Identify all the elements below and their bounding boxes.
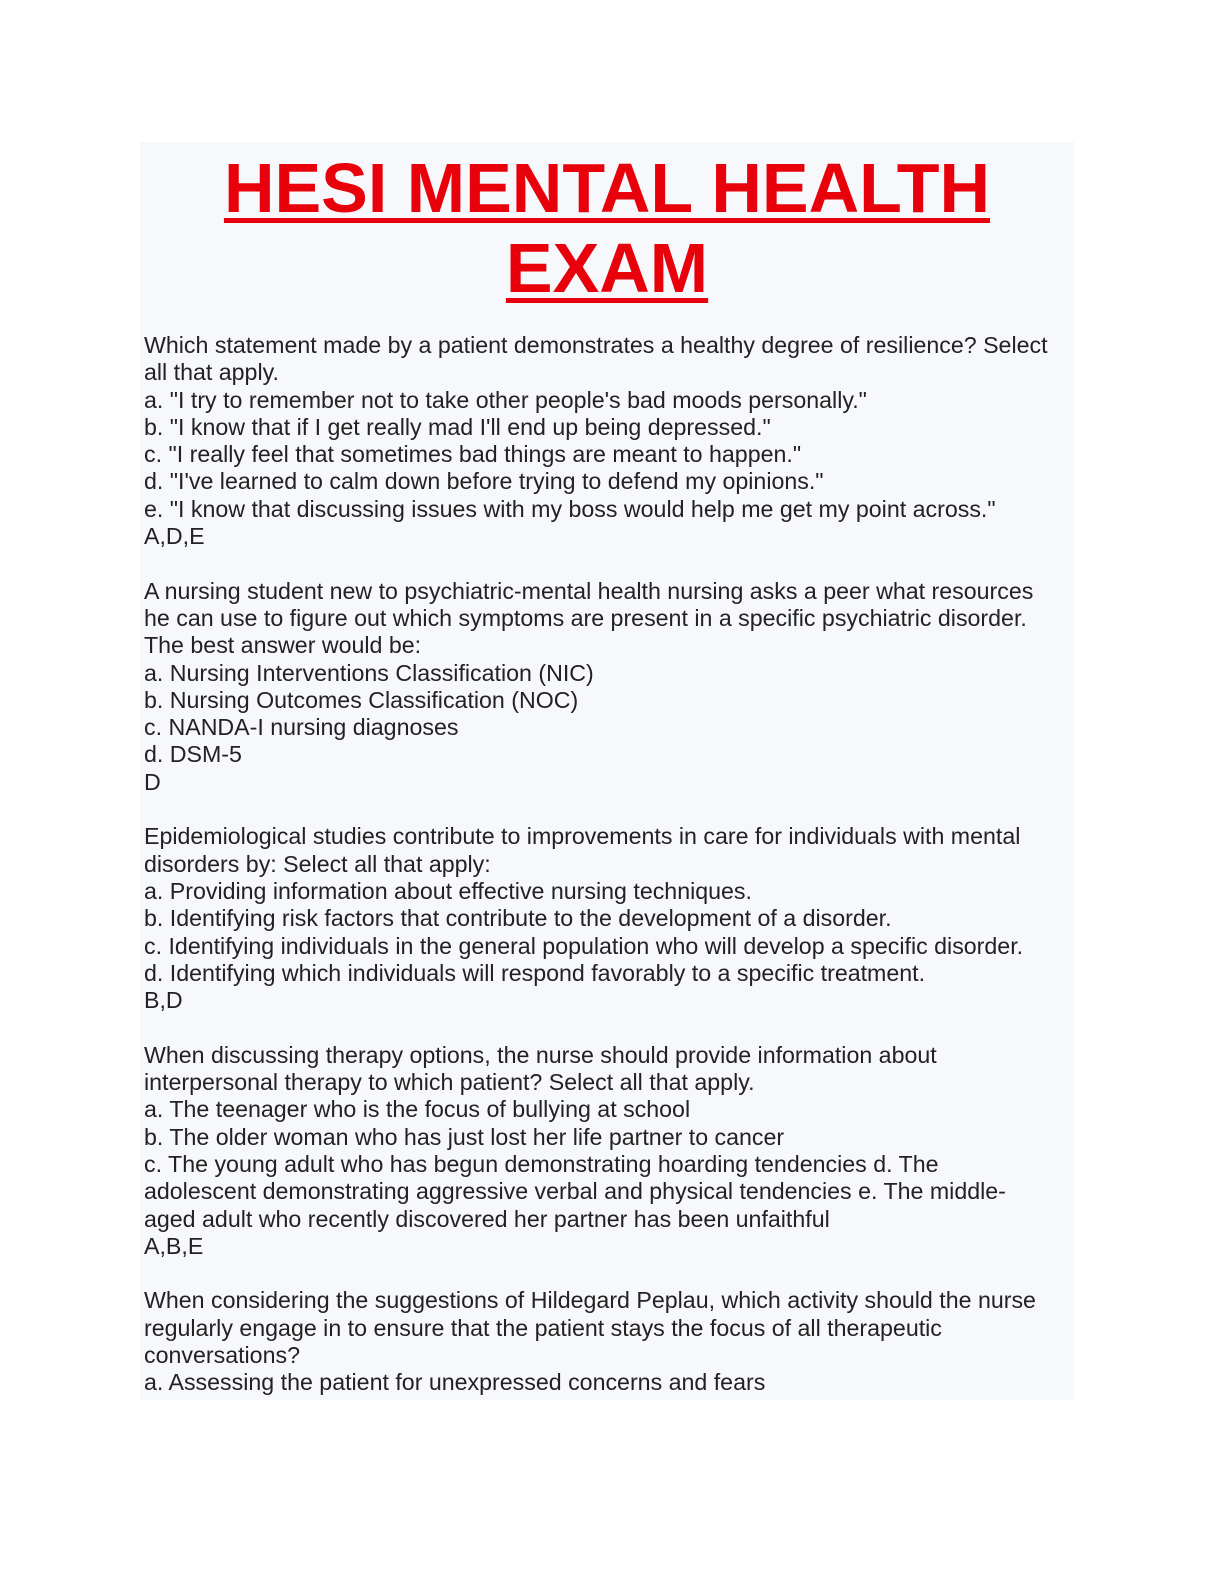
stem-line: regularly engage in to ensure that the patient stays the focus of all therapeutic <box>144 1314 942 1341</box>
answer-option: b. Nursing Outcomes Classification (NOC) <box>144 686 579 713</box>
question-list <box>144 332 1074 1424</box>
answer-option: e. "I know that discussing issues with my boss would help me get my point across." <box>144 495 996 522</box>
correct-answer: A,D,E <box>144 523 205 550</box>
stem-line: Epidemiological studies contribute to improvements in care for individuals with mental <box>144 823 1021 850</box>
answer-option: d. "I've learned to calm down before trying to defend my opinions." <box>144 468 824 495</box>
answer-option: b. Identifying risk factors that contribute to the development of a disorder. <box>144 905 892 932</box>
correct-answer: B,D <box>144 987 183 1014</box>
answer-option: c. NANDA-I nursing diagnoses <box>144 714 459 741</box>
answer-option: c. "I really feel that sometimes bad things are meant to happen." <box>144 441 802 468</box>
document-title <box>140 148 1074 308</box>
stem-line: When considering the suggestions of Hildegard Peplau, which activity should the nurse <box>144 1287 1036 1314</box>
answer-option: a. Assessing the patient for unexpressed concerns and fears <box>144 1369 766 1396</box>
answer-option: a. The teenager who is the focus of bullying at school <box>144 1096 691 1123</box>
answer-option: b. The older woman who has just lost her life partner to cancer <box>144 1123 785 1150</box>
answer-option: a. Nursing Interventions Classification (NIC) <box>144 659 594 686</box>
stem-line: When discussing therapy options, the nurse should provide information about <box>144 1041 937 1068</box>
question-stem <box>144 1042 1074 1097</box>
question-stem <box>144 332 1074 387</box>
answer-option: d. Identifying which individuals will respond favorably to a specific treatment. <box>144 959 926 986</box>
stem-line: disorders by: Select all that apply: <box>144 850 491 877</box>
title-line-2: EXAM <box>505 229 709 307</box>
stem-line: A nursing student new to psychiatric-mental health nursing asks a peer what resources <box>144 577 1034 604</box>
answer-option: adolescent demonstrating aggressive verbal and physical tendencies e. The middle- <box>144 1178 1006 1205</box>
answer-option: aged adult who recently discovered her partner has been unfaithful <box>144 1205 830 1232</box>
question-1 <box>144 332 1074 550</box>
document-panel <box>140 142 1074 1400</box>
correct-answer: A,B,E <box>144 1232 204 1259</box>
question-4 <box>144 1042 1074 1260</box>
question-stem <box>144 1287 1074 1369</box>
answer-option: c. The young adult who has begun demonstrating hoarding tendencies d. The <box>144 1150 939 1177</box>
answer-option: a. Providing information about effective nursing techniques. <box>144 877 752 904</box>
question-stem <box>144 823 1074 878</box>
answer-option: c. Identifying individuals in the general population who will develop a specific disorder. <box>144 932 1024 959</box>
stem-line: conversations? <box>144 1341 300 1368</box>
stem-line: interpersonal therapy to which patient? Select all that apply. <box>144 1069 755 1096</box>
title-line-1: HESI MENTAL HEALTH <box>223 149 991 227</box>
correct-answer: D <box>144 768 161 795</box>
stem-line: The best answer would be: <box>144 632 422 659</box>
stem-line: Which statement made by a patient demonstrates a healthy degree of resilience? Select <box>144 332 1048 358</box>
stem-line: all that apply. <box>144 359 279 386</box>
question-2 <box>144 578 1074 796</box>
question-5 <box>144 1287 1074 1396</box>
stem-line: he can use to figure out which symptoms are present in a specific psychiatric disorder. <box>144 604 1027 631</box>
question-stem <box>144 578 1074 660</box>
answer-option: a. "I try to remember not to take other people's bad moods personally." <box>144 386 867 413</box>
answer-option: b. "I know that if I get really mad I'll end up being depressed." <box>144 413 771 440</box>
answer-option: d. DSM-5 <box>144 741 242 768</box>
question-3 <box>144 823 1074 1014</box>
